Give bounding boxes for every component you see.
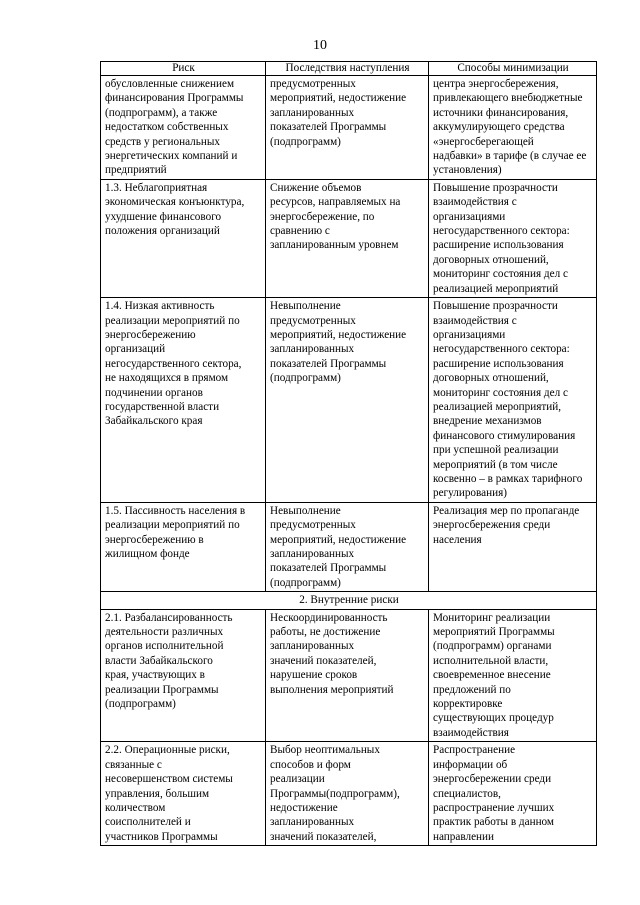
cell-text-line: негосударственного сектора: — [433, 343, 570, 356]
section-title: 2. Внутренние риски — [101, 592, 597, 609]
cell-text-line: 1.5. Пассивность населения в — [105, 504, 246, 517]
cell-text-line: взаимодействия с — [433, 314, 517, 327]
cell-text-line: энергосбережению — [105, 328, 196, 341]
cell-text-line: Мониторинг реализации — [433, 611, 551, 624]
cell-text-line: (подпрограмм) — [105, 698, 176, 711]
cell-text-line: Распространение — [433, 744, 516, 757]
cell-text-line: негосударственного сектора, — [105, 357, 242, 370]
cell-text-line: договорных отношений, — [433, 253, 549, 266]
cell-text-line: подчинении органов — [105, 386, 203, 399]
cell-text-line: реализации мероприятий по — [105, 519, 240, 532]
cell-text-line: запланированных — [270, 548, 355, 560]
cell-text-line: нарушение сроков — [270, 669, 358, 682]
cell-text-line: ухудшение финансового — [105, 210, 222, 223]
cell-text-line: предприятий — [105, 164, 167, 177]
cell-text-line: мероприятий Программы — [433, 626, 555, 639]
cell-text-line: экономическая конъюнктура, — [105, 196, 245, 209]
cell-text-line: выполнения мероприятий — [270, 683, 394, 696]
cell-text-line: организациями — [433, 210, 506, 223]
consequence-cell — [266, 742, 429, 846]
consequence-cell — [266, 609, 429, 742]
cell-text-line: расширение использования — [433, 239, 564, 252]
cell-text-line: жилищном фонде — [105, 548, 190, 560]
cell-text-line: показателей Программы — [270, 562, 387, 575]
cell-text-line: при успешной реализации — [433, 444, 559, 457]
cell-text-line: реализации Программы — [105, 683, 219, 696]
risk-cell — [101, 502, 266, 591]
cell-text-line: мероприятий (в том числе — [433, 458, 558, 471]
mitigation-cell — [429, 76, 597, 180]
cell-text-line: края, участвующих в — [105, 669, 205, 682]
cell-text-line: Реализация мер по пропаганде — [433, 504, 580, 517]
cell-text-line: значений показателей, — [270, 654, 377, 667]
cell-text-line: Забайкальского края — [105, 415, 203, 428]
page-number: 10 — [313, 38, 327, 53]
cell-text-line: Нескоординированность — [270, 611, 388, 624]
cell-text-line: реализацией мероприятий — [433, 282, 559, 295]
cell-text-line: обусловленные снижением — [105, 78, 235, 90]
cell-text-line: надбавки» в тарифе (в случае ее — [433, 150, 587, 163]
cell-text-line: (подпрограмм), а также — [105, 106, 218, 119]
table-row — [101, 609, 597, 742]
table-row — [101, 502, 597, 591]
cell-text-line: реализацией мероприятий, — [433, 400, 562, 413]
cell-text-line: энергосбережении среди — [433, 773, 552, 786]
cell-text-line: реализации — [270, 773, 325, 786]
cell-text-line: косвенно – в рамках тарифного — [433, 472, 583, 485]
cell-text-line: государственной власти — [105, 400, 220, 413]
cell-text-line: взаимодействия с — [433, 196, 517, 209]
cell-text-line: несовершенством системы — [105, 773, 233, 786]
cell-text-line: работы, не достижение — [270, 626, 381, 639]
cell-text-line: информации об — [433, 758, 508, 771]
risk-cell — [101, 76, 266, 180]
cell-text-line: деятельности различных — [105, 626, 224, 639]
cell-text-line: энергосбережения среди — [433, 519, 551, 532]
cell-text-line: финансового стимулирования — [433, 429, 576, 442]
cell-text-line: финансирования Программы — [105, 92, 244, 105]
risk-cell — [101, 298, 266, 503]
table-row — [101, 179, 597, 297]
cell-text-line: энергетических компаний и — [105, 150, 238, 163]
consequence-cell — [266, 502, 429, 591]
cell-text-line: значений показателей, — [270, 830, 377, 843]
cell-text-line: Выбор неоптимальных — [270, 744, 380, 757]
cell-text-line: власти Забайкальского — [105, 654, 213, 667]
cell-text-line: мониторинг состояния дел с — [433, 268, 568, 281]
cell-text-line: средств у региональных — [105, 135, 220, 148]
risk-cell — [101, 179, 266, 297]
cell-text-line: практик работы в данном — [433, 816, 555, 829]
cell-text-line: запланированных — [270, 640, 355, 653]
cell-text-line: (подпрограмм) — [270, 372, 341, 385]
cell-text-line: недостижение — [270, 801, 338, 814]
cell-text-line: установления) — [433, 164, 502, 177]
cell-text-line: Невыполнение — [270, 504, 341, 517]
mitigation-cell — [429, 502, 597, 591]
cell-text-line: запланированных — [270, 343, 355, 356]
cell-text-line: показателей Программы — [270, 357, 387, 370]
cell-text-line: 1.4. Низкая активность — [105, 300, 215, 313]
cell-text-line: недостатком собственных — [105, 121, 229, 134]
table-row — [101, 298, 597, 503]
consequence-cell — [266, 76, 429, 180]
cell-text-line: Снижение объемов — [270, 181, 362, 194]
cell-text-line: Повышение прозрачности — [433, 300, 558, 313]
table-header-row — [101, 62, 597, 76]
cell-text-line: аккумулирующего средства — [433, 121, 565, 134]
cell-text-line: связанные с — [105, 758, 162, 771]
cell-text-line: способов и форм — [270, 758, 351, 771]
cell-text-line: существующих процедур — [433, 712, 554, 725]
cell-text-line: негосударственного сектора: — [433, 225, 570, 238]
cell-text-line: соисполнителей и — [105, 816, 191, 829]
mitigation-cell — [429, 609, 597, 742]
cell-text-line: предусмотренных — [270, 519, 356, 532]
risk-table — [100, 61, 597, 846]
cell-text-line: распространение лучших — [433, 801, 555, 814]
cell-text-line: (подпрограмм) органами — [433, 640, 552, 653]
mitigation-cell — [429, 179, 597, 297]
mitigation-cell — [429, 742, 597, 846]
cell-text-line: запланированных — [270, 106, 355, 119]
cell-text-line: мероприятий, недостижение — [270, 533, 407, 546]
cell-text-line: корректировке — [433, 698, 503, 711]
cell-text-line: положения организаций — [105, 225, 220, 238]
consequence-cell — [266, 179, 429, 297]
cell-text-line: Невыполнение — [270, 300, 341, 313]
cell-text-line: количеством — [105, 801, 166, 814]
cell-text-line: органов исполнительной — [105, 640, 224, 653]
cell-text-line: привлекающего внебюджетные — [433, 92, 583, 105]
cell-text-line: своевременное внесение — [433, 669, 551, 682]
cell-text-line: мероприятий, недостижение — [270, 328, 407, 341]
section-row — [101, 592, 597, 609]
cell-text-line: (подпрограмм) — [270, 135, 341, 148]
cell-text-line: предусмотренных — [270, 314, 356, 327]
cell-text-line: не находящихся в прямом — [105, 372, 229, 385]
cell-text-line: энергосбережению в — [105, 533, 204, 546]
cell-text-line: управления, большим — [105, 787, 210, 800]
cell-text-line: направлении — [433, 830, 494, 843]
cell-text-line: реализации мероприятий по — [105, 314, 240, 327]
cell-text-line: Программы(подпрограмм), — [270, 787, 400, 800]
cell-text-line: населения — [433, 533, 482, 546]
cell-text-line: исполнительной власти, — [433, 654, 549, 667]
cell-text-line: договорных отношений, — [433, 372, 549, 385]
header-mitigation: Способы минимизации — [429, 62, 597, 76]
cell-text-line: сравнению с — [270, 225, 330, 238]
cell-text-line: организаций — [105, 343, 166, 356]
cell-text-line: организациями — [433, 328, 506, 341]
cell-text-line: специалистов, — [433, 787, 501, 800]
consequence-cell — [266, 298, 429, 503]
cell-text-line: показателей Программы — [270, 121, 387, 134]
cell-text-line: запланированным уровнем — [270, 239, 399, 252]
cell-text-line: ресурсов, направляемых на — [270, 196, 401, 209]
cell-text-line: мероприятий, недостижение — [270, 92, 407, 105]
cell-text-line: внедрение механизмов — [433, 415, 542, 428]
cell-text-line: предложений по — [433, 683, 511, 696]
cell-text-line: 1.3. Неблагоприятная — [105, 181, 208, 194]
cell-text-line: участников Программы — [105, 830, 218, 843]
cell-text-line: источники финансирования, — [433, 106, 569, 119]
risk-cell — [101, 609, 266, 742]
cell-text-line: взаимодействия — [433, 726, 509, 739]
cell-text-line: запланированных — [270, 816, 355, 829]
header-risk: Риск — [101, 62, 266, 76]
cell-text-line: центра энергосбережения, — [433, 78, 559, 90]
cell-text-line: мониторинг состояния дел с — [433, 386, 568, 399]
risk-cell — [101, 742, 266, 846]
cell-text-line: расширение использования — [433, 357, 564, 370]
cell-text-line: 2.2. Операционные риски, — [105, 744, 230, 757]
cell-text-line: Повышение прозрачности — [433, 181, 558, 194]
table-row — [101, 76, 597, 180]
header-consequences: Последствия наступления — [266, 62, 429, 76]
cell-text-line: регулирования) — [433, 487, 507, 500]
cell-text-line: «энергосберегающей — [433, 135, 534, 148]
cell-text-line: энергосбережение, по — [270, 210, 375, 223]
cell-text-line: предусмотренных — [270, 78, 356, 90]
cell-text-line: 2.1. Разбалансированность — [105, 611, 233, 624]
mitigation-cell — [429, 298, 597, 503]
cell-text-line: (подпрограмм) — [270, 576, 341, 589]
table-row — [101, 742, 597, 846]
